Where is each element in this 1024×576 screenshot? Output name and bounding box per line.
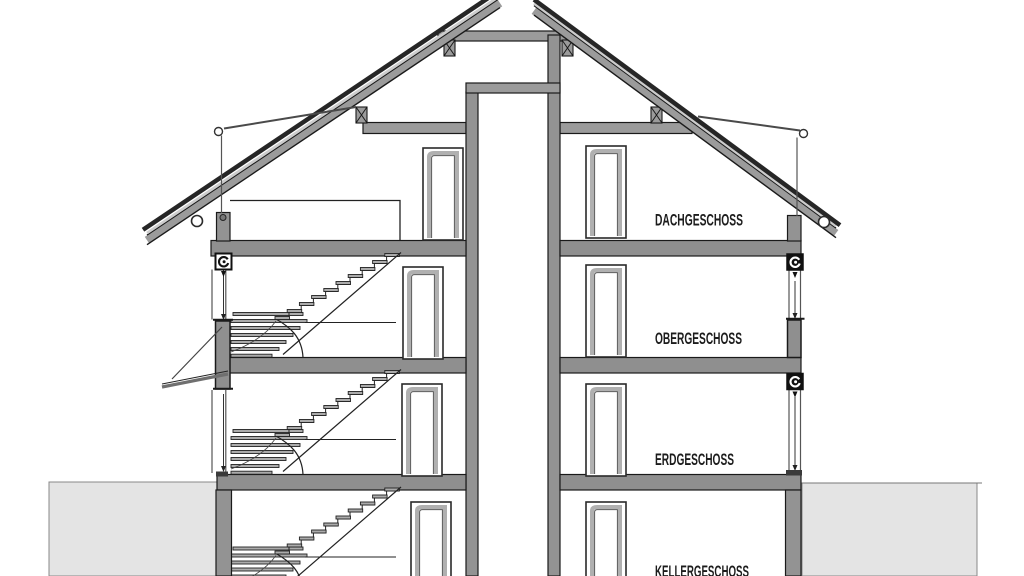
roof-right-slope bbox=[534, 0, 840, 238]
stair-erdgeschoss bbox=[231, 370, 401, 475]
ground-left bbox=[49, 482, 217, 576]
floor-label-erdgeschoss: ERDGESCHOSS bbox=[655, 451, 735, 469]
door-obergeschoss-left bbox=[403, 267, 443, 359]
door-dachgeschoss-left bbox=[423, 148, 463, 240]
truss-hanger-icon bbox=[651, 107, 662, 123]
door-kellergeschoss-right bbox=[586, 502, 626, 576]
door-kellergeschoss-left bbox=[411, 502, 451, 576]
overhang-left bbox=[215, 107, 357, 213]
knee-wall-outline bbox=[230, 201, 400, 241]
door-erdgeschoss-left bbox=[402, 384, 442, 476]
ceiling-beam-left bbox=[363, 123, 466, 134]
door-dachgeschoss-right bbox=[586, 146, 626, 238]
door-erdgeschoss-right bbox=[586, 384, 626, 476]
window-sill bbox=[786, 470, 802, 476]
gutter-left-icon bbox=[192, 216, 203, 227]
stair-obergeschoss bbox=[231, 253, 401, 358]
floor-label-obergeschoss: OBERGESCHOSS bbox=[655, 330, 743, 348]
window-sill bbox=[216, 472, 228, 477]
floor-label-kellergeschoss: KELLERGESCHOSS bbox=[655, 563, 750, 576]
conductor-arrow-icon bbox=[793, 272, 798, 278]
truss-hanger-icon bbox=[356, 107, 367, 123]
gutter-right-icon bbox=[819, 217, 830, 228]
conductor-arrow-icon bbox=[793, 392, 798, 398]
stair-kellergeschoss bbox=[231, 487, 401, 576]
stair-shaft bbox=[466, 35, 560, 576]
left-wall-badge bbox=[216, 254, 232, 278]
ceiling-beam-right bbox=[560, 123, 692, 134]
ground-right bbox=[800, 483, 982, 576]
floor-label-dachgeschoss: DACHGESCHOSS bbox=[655, 211, 744, 230]
door-obergeschoss-right bbox=[586, 265, 626, 357]
